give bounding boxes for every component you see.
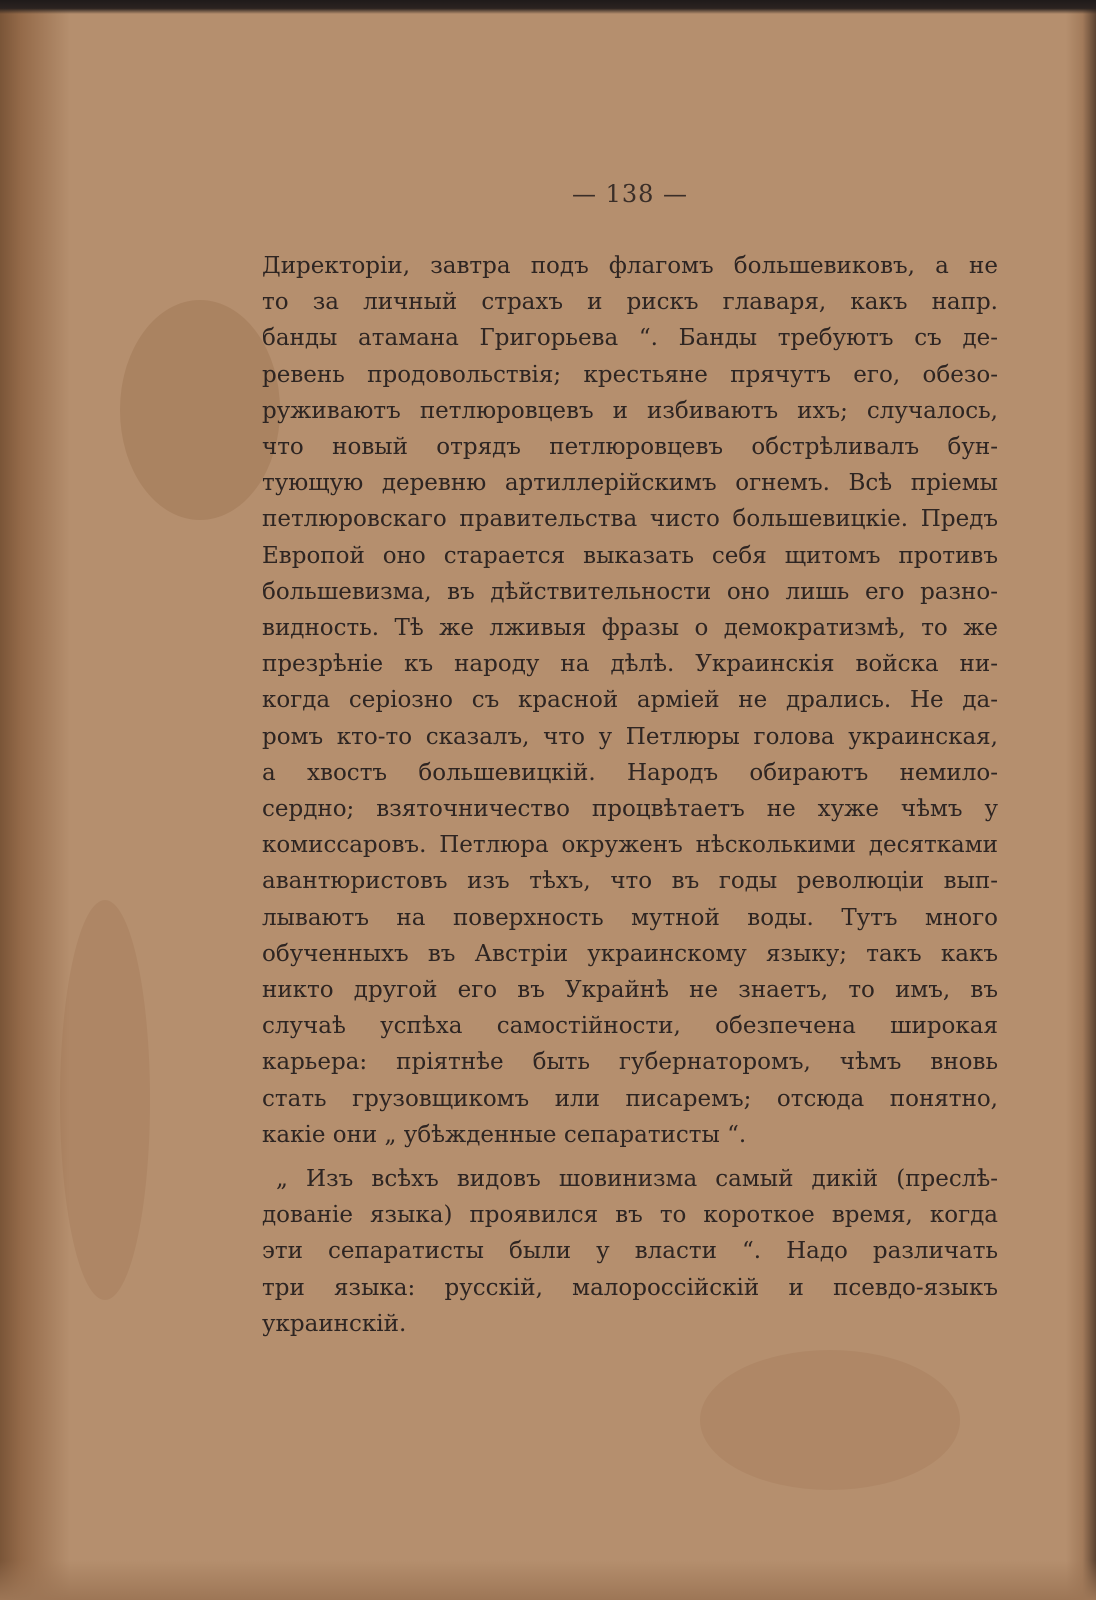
paper-stain xyxy=(120,300,280,520)
text-line: видность. Тѣ же лживыя фразы о демократизмѣ, то же xyxy=(262,615,998,642)
text-line: стать грузовщикомъ или писаремъ; отсюда понятно, xyxy=(262,1085,998,1112)
text-line: что новый отрядъ петлюровцевъ обстрѣливалъ бун- xyxy=(262,434,998,461)
text-line: „ Изъ всѣхъ видовъ шовинизма самый дикій (преслѣ- xyxy=(276,1166,998,1193)
page-bottom-edge xyxy=(0,1560,1096,1600)
text-line: петлюровскаго правительства чисто большевицкіе. Предъ xyxy=(262,506,998,533)
text-line: тующую деревню артиллерійскимъ огнемъ. Всѣ пріемы xyxy=(262,470,998,497)
page-right-edge xyxy=(1066,0,1096,1600)
text-line: комиссаровъ. Петлюра окруженъ нѣсколькими десятками xyxy=(262,832,998,859)
text-line: авантюристовъ изъ тѣхъ, что въ годы революціи вып- xyxy=(262,868,998,895)
page-top-edge xyxy=(0,0,1096,14)
text-line: украинскій. xyxy=(262,1310,407,1337)
text-line: лываютъ на поверхность мутной воды. Тутъ много xyxy=(262,904,998,931)
text-line: эти сепаратисты были у власти “. Надо различать xyxy=(262,1238,998,1265)
text-line: Директоріи, завтра подъ флагомъ большевиковъ, а не xyxy=(262,253,998,279)
text-line: какіе они „ убѣжденные сепаратисты “. xyxy=(262,1121,747,1148)
paragraph xyxy=(262,1161,998,1342)
text-line: никто другой его въ Украйнѣ не знаетъ, то имъ, въ xyxy=(262,977,998,1004)
text-line: руживаютъ петлюровцевъ и избиваютъ ихъ; случалось, xyxy=(262,397,998,424)
text-line: когда серіозно съ красной арміей не дрались. Не да- xyxy=(262,687,998,714)
text-line: презрѣніе къ народу на дѣлѣ. Украинскія войска ни- xyxy=(262,651,998,678)
text-line: случаѣ успѣха самостійности, обезпечена широкая xyxy=(262,1013,998,1040)
text-line: карьера: пріятнѣе быть губернаторомъ, чѣмъ вновь xyxy=(262,1049,998,1076)
text-line: ромъ кто-то сказалъ, что у Петлюры голова украинская, xyxy=(262,723,998,750)
text-line: обученныхъ въ Австріи украинскому языку; такъ какъ xyxy=(262,940,998,967)
text-line: сердно; взяточничество процвѣтаетъ не хуже чѣмъ у xyxy=(262,796,998,823)
body-text xyxy=(262,248,998,1342)
spine-shadow xyxy=(0,0,70,1600)
text-line: ревень продовольствія; крестьяне прячутъ его, обезо- xyxy=(262,361,998,388)
text-line: а хвостъ большевицкій. Народъ обираютъ немило- xyxy=(262,759,998,786)
text-line: Европой оно старается выказать себя щитомъ противъ xyxy=(262,542,998,569)
text-line: три языка: русскій, малороссійскій и псевдо-языкъ xyxy=(262,1274,998,1301)
paragraph-gap xyxy=(262,1153,998,1161)
paragraph xyxy=(262,248,998,1153)
text-line: большевизма, въ дѣйствительности оно лишь его разно- xyxy=(262,578,998,605)
text-line: дованіе языка) проявился въ то короткое время, когда xyxy=(262,1202,998,1229)
text-line: банды атамана Григорьева “. Банды требуютъ съ де- xyxy=(262,325,998,352)
paper-stain xyxy=(60,900,150,1300)
text-line: то за личный страхъ и рискъ главаря, какъ напр. xyxy=(262,289,998,316)
paper-stain xyxy=(700,1350,960,1490)
page-number: — 138 — xyxy=(571,180,689,208)
